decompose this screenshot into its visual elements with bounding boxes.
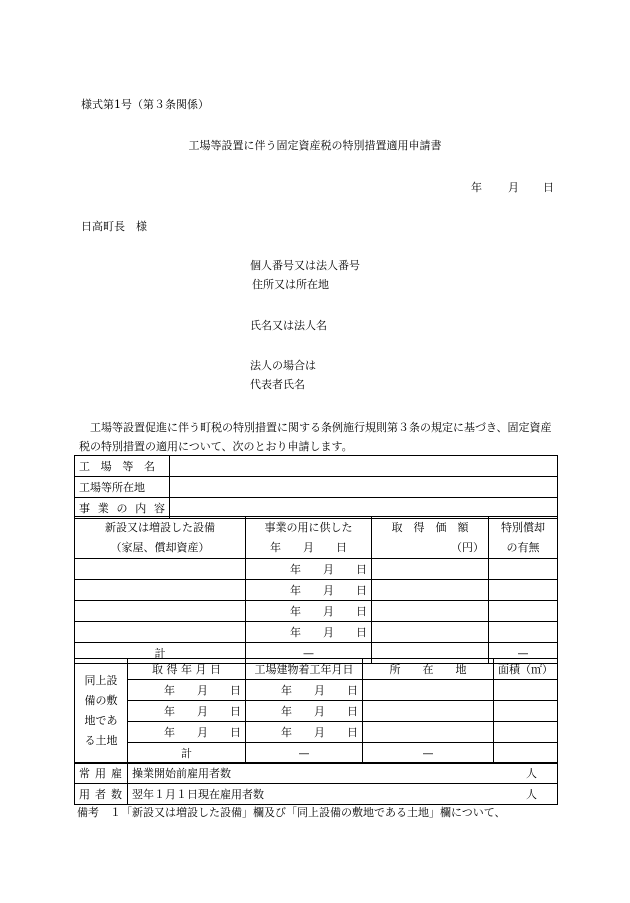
land-location-field[interactable]: [363, 680, 494, 701]
date-year: 年: [471, 181, 482, 194]
factory-location-field[interactable]: [170, 477, 558, 498]
construction-date-field[interactable]: 年 月 日: [246, 680, 363, 701]
acquisition-cost-field[interactable]: [372, 601, 489, 622]
factory-name-label: 工場等名: [75, 456, 170, 477]
use-date-total-dash: —: [246, 643, 372, 664]
equipment-field[interactable]: [75, 580, 246, 601]
use-date-field[interactable]: 年 月 日: [246, 580, 372, 601]
table-row: [75, 743, 558, 764]
employees-table: [74, 762, 558, 805]
table-row: [75, 722, 558, 743]
construction-total-dash: —: [246, 743, 363, 764]
land-area-field[interactable]: [494, 701, 558, 722]
special-depreciation-total-dash: —: [489, 643, 558, 664]
form-style-number: 様式第1号（第３条関係）: [81, 98, 209, 111]
equipment-field[interactable]: [75, 601, 246, 622]
equipment-total-label: 計: [75, 643, 246, 664]
land-area-total-field[interactable]: [494, 743, 558, 764]
special-depreciation-field[interactable]: [489, 580, 558, 601]
application-statement: 工場等設置促進に伴う町税の特別措置に関する条例施行規則第３条の規定に基づき、固定資産税の特別措置の適用について、次のとおり申請します。: [79, 421, 552, 453]
remarks-note: 備考 １「新設又は増設した設備」欄及び「同上設備の敷地である土地」欄について、: [77, 806, 506, 819]
land-location-field[interactable]: [363, 701, 494, 722]
table-row: [75, 659, 558, 680]
acquisition-cost-col-header: 取 得 価 額 （円）: [372, 517, 489, 559]
business-content-label: 事業の内容: [75, 498, 170, 519]
use-date-col-header: 事業の用に供した 年 月 日: [246, 517, 372, 559]
construction-date-field[interactable]: 年 月 日: [246, 701, 363, 722]
document-title: 工場等設置に伴う固定資産税の特別措置適用申請書: [188, 139, 442, 152]
acquisition-cost-field[interactable]: [372, 622, 489, 643]
table-row: [75, 622, 558, 643]
table-row: [75, 456, 558, 477]
acquisition-cost-field[interactable]: [372, 559, 489, 580]
land-location-field[interactable]: [363, 722, 494, 743]
applicant-corp-label-2: 代表者氏名: [250, 378, 305, 391]
table-row: [75, 680, 558, 701]
use-date-field[interactable]: 年 月 日: [246, 559, 372, 580]
land-location-total-dash: —: [363, 743, 494, 764]
table-row: [75, 517, 558, 559]
land-acquisition-date-field[interactable]: 年 月 日: [128, 722, 246, 743]
land-location-header: 所 在 地: [363, 659, 494, 680]
employees-unit: 人: [526, 766, 537, 780]
land-table: [74, 658, 558, 764]
land-area-field[interactable]: [494, 722, 558, 743]
table-row: [75, 601, 558, 622]
land-area-field[interactable]: [494, 680, 558, 701]
table-row: [75, 763, 558, 784]
land-acquisition-date-field[interactable]: 年 月 日: [128, 680, 246, 701]
applicant-name-label: 氏名又は法人名: [250, 319, 327, 332]
table-row: [75, 580, 558, 601]
applicant-address-label: 住所又は所在地: [252, 278, 329, 291]
equipment-field[interactable]: [75, 559, 246, 580]
employees-label-2: 用者数: [75, 784, 128, 805]
use-date-field[interactable]: 年 月 日: [246, 601, 372, 622]
table-row: [75, 784, 558, 805]
factory-name-field[interactable]: [170, 456, 558, 477]
pre-operation-employees-field[interactable]: 操業開始前雇用者数 人: [128, 763, 558, 784]
land-side-label: 同上設備の敷地である土地: [75, 659, 128, 764]
date-day: 日: [543, 181, 554, 194]
employees-unit: 人: [526, 787, 537, 801]
applicant-corp-label-1: 法人の場合は: [250, 359, 316, 372]
table-row: [75, 477, 558, 498]
table-row: [75, 701, 558, 722]
special-depreciation-field[interactable]: [489, 559, 558, 580]
employees-label-1: 常用雇: [75, 763, 128, 784]
factory-location-label: 工場等所在地: [75, 477, 170, 498]
next-year-employees-field[interactable]: 翌年１月１日現在雇用者数 人: [128, 784, 558, 805]
land-total-label: 計: [128, 743, 246, 764]
acquisition-cost-field[interactable]: [372, 580, 489, 601]
special-depreciation-field[interactable]: [489, 601, 558, 622]
land-acquisition-date-header: 取 得 年 月 日: [128, 659, 246, 680]
land-area-header: 面積（㎡）: [494, 659, 558, 680]
land-acquisition-date-field[interactable]: 年 月 日: [128, 701, 246, 722]
factory-info-table: [74, 455, 558, 519]
equipment-field[interactable]: [75, 622, 246, 643]
use-date-field[interactable]: 年 月 日: [246, 622, 372, 643]
applicant-id-label: 個人番号又は法人番号: [250, 259, 360, 272]
addressee: 日高町長 様: [81, 220, 147, 233]
construction-date-field[interactable]: 年 月 日: [246, 722, 363, 743]
equipment-col-header: 新設又は増設した設備 （家屋、償却資産）: [75, 517, 246, 559]
table-row: [75, 559, 558, 580]
special-depreciation-field[interactable]: [489, 622, 558, 643]
construction-date-header: 工場建物着工年月日: [246, 659, 363, 680]
special-depreciation-col-header: 特別償却 の有無: [489, 517, 558, 559]
equipment-table: [74, 516, 558, 664]
date-month: 月: [508, 181, 519, 194]
